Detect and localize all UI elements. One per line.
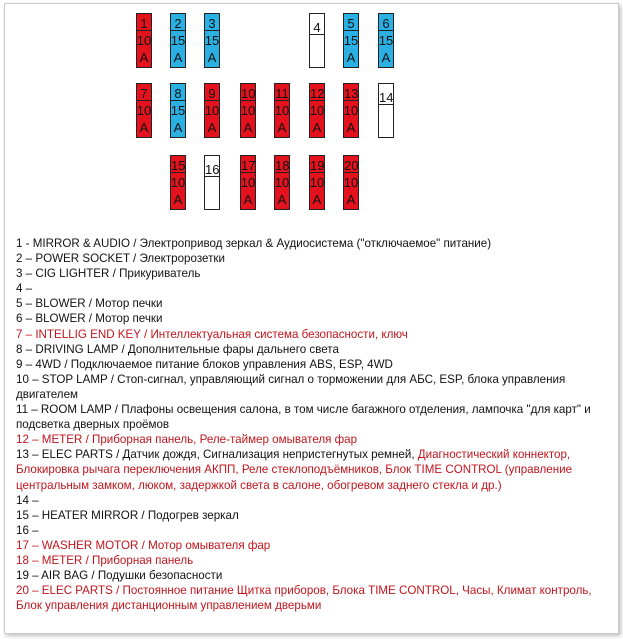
fuse-legend bbox=[16, 236, 610, 613]
fuse-rating: 15 bbox=[343, 33, 359, 49]
fuse-18 bbox=[274, 155, 290, 210]
legend-row-16: 16 – bbox=[16, 523, 39, 537]
fuse-11 bbox=[274, 83, 290, 138]
legend-row-3: 3 – CIG LIGHTER / Прикуриватель bbox=[16, 267, 201, 281]
fuse-unit: A bbox=[312, 120, 322, 136]
fuse-unit: A bbox=[346, 50, 356, 66]
legend-row-12: 12 – METER / Приборная панель, Реле-таймер омывателя фар bbox=[16, 433, 358, 447]
fuse-7 bbox=[136, 83, 152, 138]
fuse-unit: A bbox=[346, 120, 356, 136]
fuse-rating: 10 bbox=[274, 103, 290, 119]
fuse-number: 14 bbox=[379, 90, 394, 106]
legend-row-17: 17 – WASHER MOTOR / Мотор омывателя фар bbox=[16, 538, 271, 552]
fuse-number: 10 bbox=[241, 85, 256, 101]
fuse-rating: 10 bbox=[274, 175, 290, 191]
legend-row-14: 14 – bbox=[16, 493, 39, 507]
fuse-unit: A bbox=[173, 192, 183, 208]
fuse-rating: 10 bbox=[240, 103, 256, 119]
legend-row-9: 9 – 4WD / Подключаемое питание блоков управления ABS, ESP, 4WD bbox=[16, 357, 393, 371]
fuse-unit: A bbox=[207, 120, 217, 136]
legend-row-7: 7 – INTELLIG END KEY / Интеллектуальная система безопасности, ключ bbox=[16, 327, 408, 341]
fuse-unit: A bbox=[243, 120, 253, 136]
legend-row-19: 19 – AIR BAG / Подушки безопасности bbox=[16, 569, 223, 583]
legend-row-5: 5 – BLOWER / Мотор печки bbox=[16, 297, 163, 311]
fuse-13 bbox=[343, 83, 359, 138]
fuse-rating: 10 bbox=[309, 175, 325, 191]
fuse-unit: A bbox=[312, 192, 322, 208]
fuse-19 bbox=[309, 155, 325, 210]
fuse-number: 20 bbox=[344, 157, 359, 173]
fuse-15 bbox=[170, 155, 186, 210]
fuse-unit: A bbox=[346, 192, 356, 208]
fuse-rating: 10 bbox=[343, 175, 359, 191]
fuse-number: 11 bbox=[275, 85, 289, 101]
fuse-5 bbox=[343, 13, 359, 68]
fuse-rating: 15 bbox=[170, 33, 186, 49]
fuse-rating: 15 bbox=[378, 33, 394, 49]
fuse-unit: A bbox=[277, 192, 287, 208]
fuse-number: 3 bbox=[205, 17, 219, 31]
fuse-number: 4 bbox=[310, 21, 324, 35]
fuse-unit: A bbox=[243, 192, 253, 208]
fuse-rating: 10 bbox=[136, 103, 152, 119]
fuse-unit: A bbox=[139, 50, 149, 66]
fuse-16 bbox=[204, 155, 220, 210]
fuse-rating: 10 bbox=[204, 103, 220, 119]
fuse-rating: 15 bbox=[170, 103, 186, 119]
fuse-number: 1 bbox=[137, 17, 151, 31]
fuse-14 bbox=[378, 83, 394, 138]
fuse-unit: A bbox=[173, 120, 183, 136]
fuse-rating: 10 bbox=[136, 33, 152, 49]
legend-row-20: 20 – ELEC PARTS / Постоянное питание Щитка приборов, Блока TIME CONTROL, Часы, Климат контроль, Блок управления дистанционным управлением дверьми bbox=[16, 584, 592, 613]
legend-row-2: 2 – POWER SOCKET / Электророзетки bbox=[16, 252, 225, 266]
fuse-3 bbox=[204, 13, 220, 68]
legend-row-15: 15 – HEATER MIRROR / Подогрев зеркал bbox=[16, 508, 239, 522]
fuse-number: 16 bbox=[205, 162, 220, 178]
fuse-number: 9 bbox=[205, 87, 219, 101]
fuse-rating: 10 bbox=[343, 103, 359, 119]
legend-row-11: 11 – ROOM LAMP / Плафоны освещения салона, в том числе багажного отделения, лампочка "для карт" и подсветка дверных проёмов bbox=[16, 403, 591, 432]
fuse-unit: A bbox=[173, 50, 183, 66]
fuse-17 bbox=[240, 155, 256, 210]
fuse-6 bbox=[378, 13, 394, 68]
fuse-number: 17 bbox=[241, 157, 256, 173]
fuse-4 bbox=[309, 13, 325, 68]
legend-row-8: 8 – DRIVING LAMP / Дополнительные фары дальнего света bbox=[16, 342, 339, 356]
legend-row-10: 10 – STOP LAMP / Стоп-сигнал, управляющий сигнал о торможении для АБС, ESP, блока управления двигателем bbox=[16, 372, 566, 401]
fuse-12 bbox=[309, 83, 325, 138]
fuse-1 bbox=[136, 13, 152, 68]
fuse-number: 15 bbox=[171, 157, 186, 173]
legend-row-18: 18 – METER / Приборная панель bbox=[16, 553, 194, 567]
fuse-number: 6 bbox=[379, 17, 393, 31]
legend-row-4: 4 – bbox=[16, 282, 33, 296]
fuse-9 bbox=[204, 83, 220, 138]
fuse-8 bbox=[170, 83, 186, 138]
legend-row-13: 13 – ELEC PARTS / Датчик дождя, Сигнализация непристегнутых ремней, Диагностический коннектор, Блокировка рычага переключения АКПП, Реле стеклоподъёмников, Блок TIME CONTROL (управление центральным замком, люком, задержкой света в салоне, обогревом заднего стекла и др.) bbox=[16, 448, 573, 492]
fuse-number: 8 bbox=[171, 87, 185, 101]
fuse-unit: A bbox=[207, 50, 217, 66]
fuse-rating: 10 bbox=[309, 103, 325, 119]
fuse-unit: A bbox=[381, 50, 391, 66]
fuse-number: 7 bbox=[137, 87, 151, 101]
fuse-unit: A bbox=[277, 120, 287, 136]
fuse-20 bbox=[343, 155, 359, 210]
fuse-rating: 10 bbox=[240, 175, 256, 191]
fuse-rating: 10 bbox=[170, 175, 186, 191]
legend-row-1: 1 - MIRROR & AUDIO / Электропривод зеркал & Аудиосистема ("отключаемое" питание) bbox=[16, 237, 492, 250]
fuse-number: 18 bbox=[275, 157, 290, 173]
fuse-2 bbox=[170, 13, 186, 68]
fuse-10 bbox=[240, 83, 256, 138]
fuse-number: 19 bbox=[310, 157, 325, 173]
fuse-number: 12 bbox=[310, 85, 325, 101]
fuse-number: 2 bbox=[171, 17, 185, 31]
fuse-unit: A bbox=[139, 120, 149, 136]
fuse-number: 5 bbox=[344, 17, 358, 31]
fuse-number: 13 bbox=[344, 85, 359, 101]
fuse-rating: 15 bbox=[204, 33, 220, 49]
legend-row-6: 6 – BLOWER / Мотор печки bbox=[16, 312, 163, 326]
